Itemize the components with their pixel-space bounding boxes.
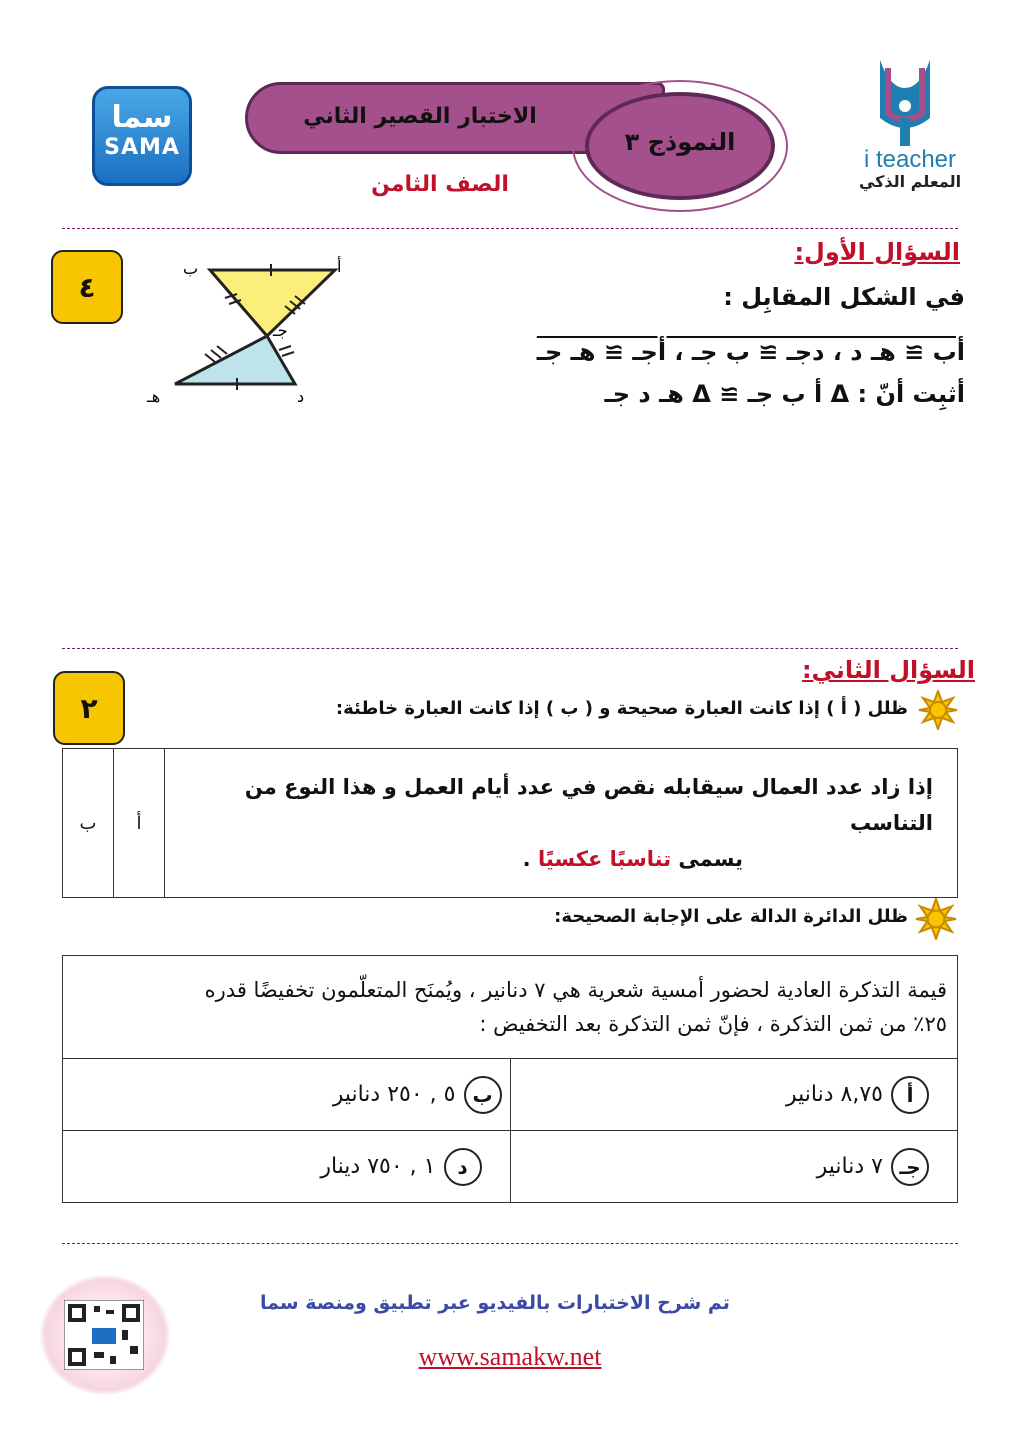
tf-statement-cell xyxy=(165,749,958,898)
option-b[interactable] xyxy=(71,1076,502,1114)
mc-question-line2: ٢٥٪ من ثمن التذكرة ، فإنّ ثمن التذكرة بعد التخفيض : xyxy=(479,1012,947,1036)
label-e: هـ xyxy=(147,387,161,406)
tf-choice-b[interactable]: ب xyxy=(63,749,114,898)
qr-code-icon xyxy=(64,1300,144,1370)
true-false-table xyxy=(62,748,958,898)
q2-score-badge: ٢ xyxy=(53,671,125,745)
mc-question-line1: قيمة التذكرة العادية لحضور أمسية شعرية هي ٧ دنانير ، ويُمنَح المتعلّمون تخفيضًا قدره xyxy=(204,978,947,1002)
sama-logo xyxy=(92,86,192,186)
divider-2 xyxy=(62,648,958,649)
tf-highlight: تناسبًا عكسيًا xyxy=(537,847,672,871)
iteacher-en: i teacher xyxy=(863,146,957,173)
q2-title: السؤال الثاني: xyxy=(801,656,975,684)
tf-end: . xyxy=(522,847,531,871)
sun-icon-2 xyxy=(915,898,957,940)
option-d-text: ١ , ٧٥٠ دينار xyxy=(320,1154,436,1179)
label-a: أ xyxy=(337,257,342,276)
option-c[interactable] xyxy=(539,1148,930,1186)
option-c-circle[interactable]: جـ xyxy=(891,1148,929,1186)
footer-note: تم شرح الاختبارات بالفيديو عبر تطبيق ومنصة سما xyxy=(260,1292,730,1314)
q2-instruction-2: ظلل الدائرة الدالة على الإجابة الصحيحة: xyxy=(554,906,908,927)
label-d: د xyxy=(297,387,305,406)
option-d-cell[interactable] xyxy=(63,1131,511,1203)
q1-prove: أثبِت أنّ : Δ أ ب جـ ≅ Δ هـ د جـ xyxy=(604,380,965,408)
label-b: ب xyxy=(183,259,199,278)
option-c-text: ٧ دنانير xyxy=(816,1154,883,1179)
option-a-cell[interactable] xyxy=(510,1059,958,1131)
tf-statement-line1: إذا زاد عدد العمال سيقابله نقص في عدد أيام العمل و هذا النوع من التناسب xyxy=(244,775,933,835)
option-b-circle[interactable]: ب xyxy=(464,1076,502,1114)
q2-instruction-1: ظلل ( أ ) إذا كانت العبارة صحيحة و ( ب ) إذا كانت العبارة خاطئة: xyxy=(335,698,908,719)
option-d[interactable] xyxy=(91,1148,482,1186)
q1-title: السؤال الأول: xyxy=(794,238,960,266)
tf-choice-a[interactable]: أ xyxy=(114,749,165,898)
sama-logo-latin: SAMA xyxy=(104,135,180,160)
triangle-bottom xyxy=(175,336,295,384)
divider-1 xyxy=(62,228,958,229)
option-c-cell[interactable] xyxy=(510,1131,958,1203)
q1-intro: في الشكل المقابِل : xyxy=(723,283,965,311)
option-b-cell[interactable] xyxy=(63,1059,511,1131)
divider-3 xyxy=(62,1243,958,1244)
option-a-text: ٨,٧٥ دنانير xyxy=(786,1082,883,1107)
triangles-figure xyxy=(145,248,365,408)
option-a[interactable] xyxy=(539,1076,930,1114)
q1-score-badge: ٤ xyxy=(51,250,123,324)
model-label: النموذج ٣ xyxy=(624,128,736,156)
iteacher-logo-icon xyxy=(870,58,940,148)
tf-statement-line2 xyxy=(189,841,933,877)
tf-prefix: يسمى xyxy=(678,847,743,871)
option-a-circle[interactable]: أ xyxy=(891,1076,929,1114)
q1-given: أب ≅ هـ د ، دجـ ≅ ب جـ ، أجـ ≅ هـ جـ xyxy=(536,338,965,366)
sama-logo-arabic: سما xyxy=(111,100,173,135)
option-b-text: ٥ , ٢٥٠ دنانير xyxy=(332,1082,456,1107)
iteacher-ar: المعلم الذكي xyxy=(858,172,962,191)
footer-url[interactable]: www.samakw.net xyxy=(418,1342,602,1371)
grade-label: الصف الثامن xyxy=(371,172,509,197)
mc-question-cell xyxy=(63,956,958,1059)
sun-icon xyxy=(918,690,958,730)
option-d-circle[interactable]: د xyxy=(444,1148,482,1186)
multiple-choice-table xyxy=(62,955,958,1203)
exam-title: الاختبار القصير الثاني xyxy=(303,104,537,129)
label-c: جـ xyxy=(273,321,288,340)
